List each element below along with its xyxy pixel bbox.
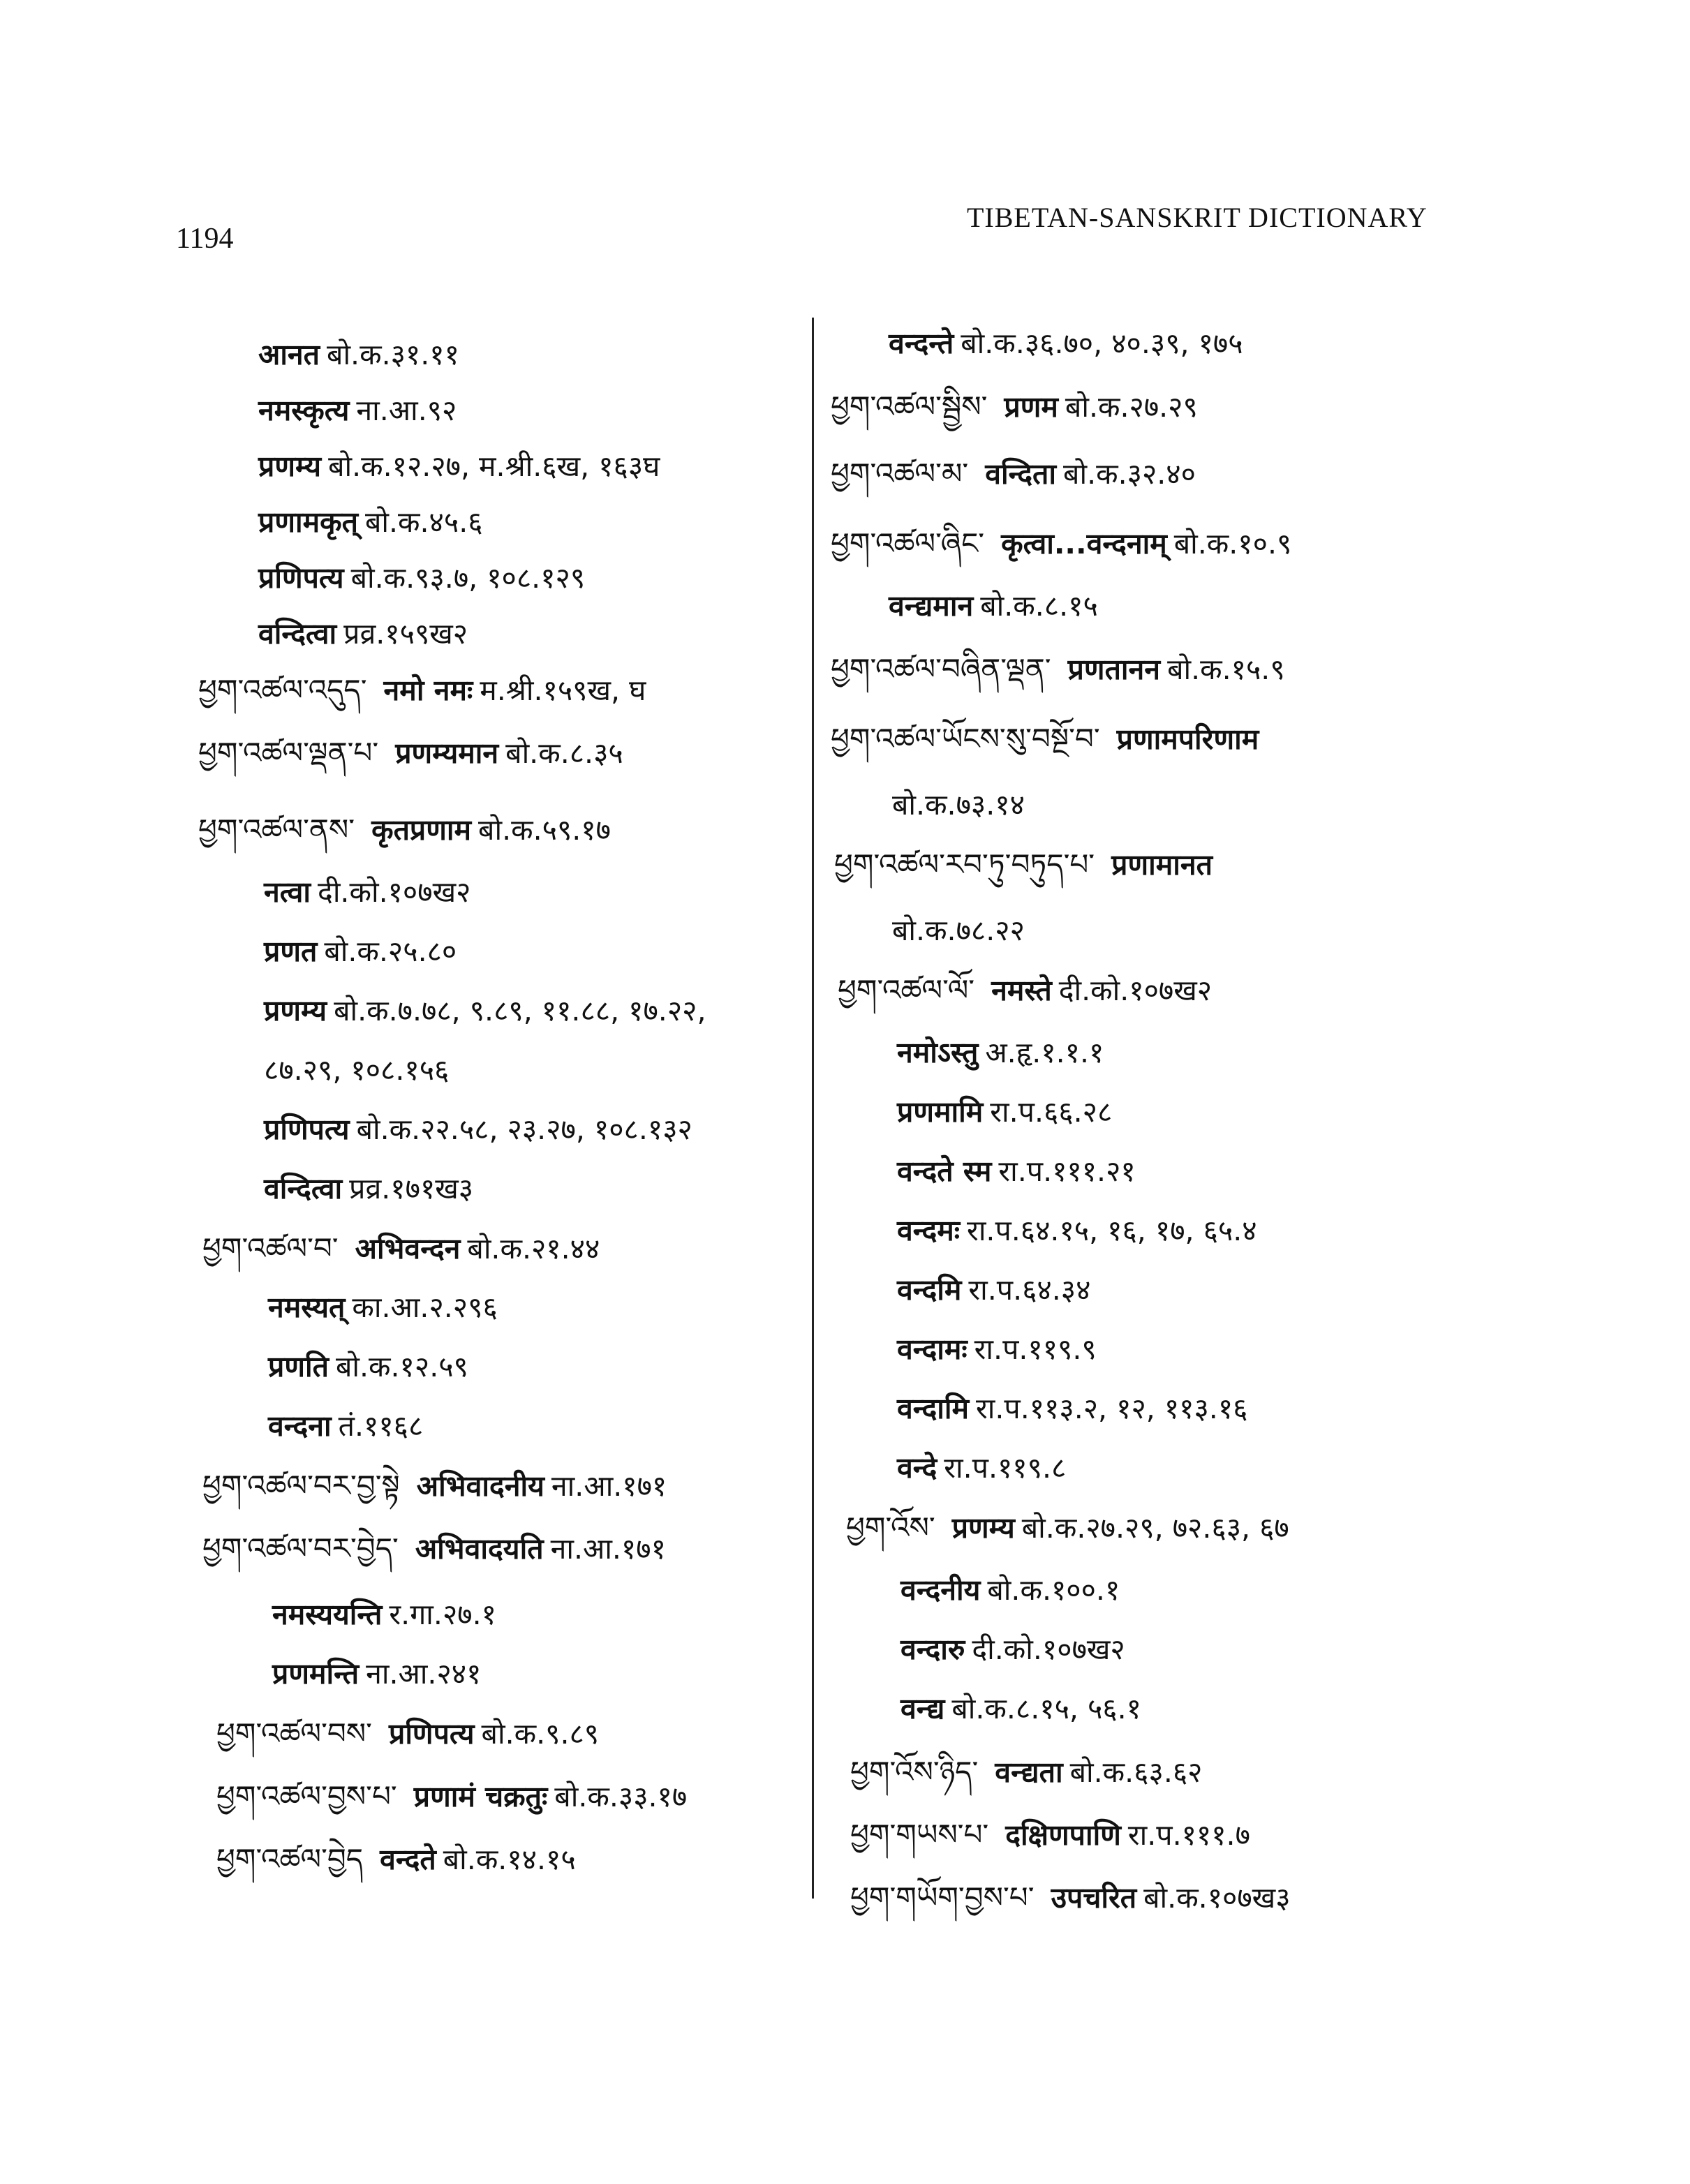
- right-column-entry: [850, 1820, 1250, 1850]
- reference: बो.क.७३.१४: [892, 788, 1025, 822]
- sanskrit-term: अभिवादयति: [415, 1532, 544, 1566]
- right-column-entry: [831, 526, 1292, 560]
- reference: रा.प.६६.२८: [990, 1095, 1113, 1129]
- sanskrit-term: प्रणामपरिणाम: [1116, 722, 1259, 756]
- reference: बो.क.३१.११: [327, 338, 459, 371]
- reference: रा.प.१११.२१: [998, 1154, 1136, 1188]
- reference: अ.हृ.१.१.१: [985, 1036, 1104, 1069]
- reference: प्रव्र.१७१ख३: [349, 1172, 474, 1205]
- reference: ना.आ.१७१: [550, 1532, 666, 1566]
- left-column-entry: [202, 1231, 600, 1265]
- right-column-entry: [846, 1510, 1289, 1545]
- running-head: TIBETAN-SANSKRIT DICTIONARY: [967, 202, 1428, 233]
- right-column-entry: [897, 1214, 1257, 1247]
- reference: बो.क.६३.६२: [1069, 1755, 1203, 1789]
- sanskrit-term: वन्दमि: [897, 1273, 962, 1307]
- sanskrit-term: आनत: [258, 338, 320, 371]
- sanskrit-term: नमोऽस्तु: [897, 1036, 979, 1069]
- left-column-entry: [198, 673, 646, 707]
- left-column-entry: [272, 1600, 496, 1629]
- sanskrit-term: वन्द्य: [900, 1692, 945, 1725]
- right-column-entry: [892, 916, 1025, 945]
- tibetan-term: ཕྱག་འོས་: [846, 1510, 935, 1545]
- reference: ना.आ.२४१: [366, 1657, 482, 1691]
- reference: बो.क.२७.२९: [1065, 390, 1198, 424]
- right-column-entry: [900, 1692, 1141, 1725]
- reference: बो.क.१२.५९: [335, 1350, 468, 1383]
- reference: बो.क.१०.९: [1173, 527, 1292, 560]
- tibetan-term: ཕྱག་འཚལ་བར་བྱེད་: [202, 1531, 399, 1566]
- tibetan-term: ཕྱག་འཚལ་བར་བྱ་སྟེ: [202, 1469, 400, 1503]
- reference: बो.क.२१.४४: [467, 1232, 600, 1265]
- sanskrit-term: कृतप्रणाम: [371, 813, 472, 847]
- sanskrit-term: वन्दामि: [897, 1392, 969, 1425]
- reference: बो.क.१०७ख३: [1143, 1881, 1291, 1915]
- tibetan-term: ཕྱག་གཡོག་བྱས་པ་: [850, 1880, 1035, 1915]
- reference: बो.क.५९.१७: [478, 813, 611, 847]
- left-column-entry: [216, 1779, 688, 1813]
- tibetan-term: ཕྱག་འཚལ་ལོ་: [838, 973, 975, 1007]
- page-number: 1194: [176, 223, 234, 255]
- right-column-entry: [831, 652, 1285, 686]
- sanskrit-term: प्रणमामि: [897, 1095, 984, 1129]
- sanskrit-term: प्रणिपत्य: [258, 561, 344, 595]
- reference: प्रव्र.१५९ख२: [343, 617, 468, 651]
- right-column-entry: [897, 1273, 1091, 1307]
- tibetan-term: ཕྱག་འཚལ་ནས་: [198, 812, 355, 847]
- tibetan-term: ཕྱག་འཚལ་ཡོངས་སུ་བསྔོ་བ་: [831, 722, 1100, 756]
- reference: का.आ.२.२९६: [352, 1291, 498, 1324]
- right-column-entry: [897, 1392, 1248, 1425]
- right-column-entry: [831, 389, 1198, 424]
- tibetan-term: ཕྱག་འཚལ་མ་: [831, 456, 969, 491]
- sanskrit-term: अभिवादनीय: [416, 1469, 544, 1503]
- reference: बो.क.७८.२२: [892, 914, 1025, 947]
- sanskrit-term: वन्दे: [897, 1451, 937, 1485]
- left-column-entry: [268, 1293, 498, 1322]
- reference: बो.क.२५.८०: [324, 935, 457, 968]
- sanskrit-term: वन्दिता: [985, 457, 1057, 491]
- tibetan-term: ཕྱག་འཚལ་འདུད་: [198, 673, 367, 707]
- reference: बो.क.७.७८, ९.८९, ११.८८, १७.२२,: [334, 994, 706, 1027]
- sanskrit-term: नमस्कृत्य: [258, 394, 350, 427]
- sanskrit-term: कृत्वा...वन्दनाम्: [1001, 527, 1167, 560]
- sanskrit-term: प्रणिपत्य: [264, 1113, 350, 1146]
- sanskrit-term: प्रणम्य: [951, 1511, 1015, 1545]
- reference: रा.प.११३.२, १२, ११३.१६: [976, 1392, 1248, 1425]
- sanskrit-term: वन्दते स्म: [897, 1154, 992, 1188]
- reference: र.गा.२७.१: [389, 1598, 496, 1631]
- reference: म.श्री.१५९ख, घ: [480, 674, 646, 707]
- sanskrit-term: प्रणति: [268, 1350, 329, 1383]
- sanskrit-term: प्रणम्यमान: [395, 736, 499, 770]
- sanskrit-term: अभिवन्दन: [355, 1232, 461, 1265]
- tibetan-term: ཕྱག་འཚལ་སྦྱིས་: [831, 389, 988, 424]
- reference: ना.आ.९२: [356, 394, 457, 427]
- sanskrit-term: वन्दमः: [897, 1214, 961, 1247]
- sanskrit-term: वन्दामः: [897, 1332, 968, 1366]
- sanskrit-term: प्रणम्य: [258, 450, 322, 483]
- reference: बो.क.१५.९: [1167, 653, 1285, 686]
- sanskrit-term: प्रणिपत्य: [388, 1717, 475, 1751]
- sanskrit-term: प्रणम: [1004, 390, 1058, 424]
- reference: रा.प.६४.१५, १६, १७, ६५.४: [967, 1214, 1257, 1247]
- reference: बो.क.८.३५: [505, 736, 623, 770]
- reference: रा.प.११९.८: [944, 1451, 1067, 1485]
- reference: बो.क.४५.६: [364, 505, 483, 539]
- right-column-entry: [889, 589, 1098, 623]
- right-column-entry: [897, 1451, 1067, 1485]
- reference: बो.क.१२.२७, म.श्री.६ख, १६३घ: [328, 450, 660, 483]
- sanskrit-term: प्रणत: [264, 935, 318, 968]
- left-column-entry: [258, 561, 586, 595]
- right-column-entry: [900, 1573, 1120, 1607]
- right-column-entry: [897, 1036, 1104, 1069]
- left-column-entry: [258, 452, 660, 481]
- reference: रा.प.११९.९: [974, 1332, 1097, 1366]
- sanskrit-term: वन्दन्ते: [889, 327, 954, 360]
- tibetan-term: ཕྱག་འཚལ་བྱེད: [216, 1842, 364, 1876]
- sanskrit-term: वन्दते: [380, 1843, 436, 1876]
- reference: बो.क.८.१५, ५६.१: [951, 1692, 1141, 1725]
- left-column-entry: [258, 396, 457, 425]
- right-column-entry: [889, 329, 1243, 358]
- sanskrit-term: प्रणम्य: [264, 994, 327, 1027]
- tibetan-term: ཕྱག་འཚལ་བས་: [216, 1716, 372, 1751]
- tibetan-term: ཕྱག་འཚལ་བ་: [202, 1231, 339, 1265]
- reference: दी.को.१०७ख२: [1058, 974, 1213, 1007]
- tibetan-term: ཕྱག་འཚལ་བཞིན་ལྡན་: [831, 652, 1051, 686]
- sanskrit-term: प्रणतानन: [1067, 653, 1161, 686]
- right-column-entry: [831, 456, 1196, 491]
- sanskrit-term: वन्दारु: [900, 1633, 965, 1666]
- right-column-entry: [897, 1332, 1097, 1366]
- right-column-entry: [850, 1880, 1291, 1915]
- reference: बो.क.२७.२९, ७२.६३, ६७: [1021, 1511, 1289, 1545]
- left-column-entry: [272, 1657, 482, 1691]
- left-column-entry: [264, 875, 471, 909]
- left-column-entry: [264, 937, 457, 966]
- left-column-entry: [202, 1471, 667, 1501]
- reference: ना.आ.१७१: [551, 1469, 667, 1503]
- left-column-entry: [264, 1115, 692, 1144]
- reference: दी.को.१०७ख२: [318, 875, 471, 909]
- left-column-entry: [258, 505, 483, 539]
- right-column-entry: [892, 788, 1025, 822]
- reference: बो.क.१००.१: [987, 1573, 1120, 1607]
- right-column-entry: [900, 1635, 1125, 1664]
- reference: ८७.२९, १०८.१५६: [264, 1053, 450, 1087]
- tibetan-term: ཕྱག་གཡས་པ་: [850, 1818, 989, 1852]
- reference: दी.को.१०७ख२: [972, 1633, 1125, 1666]
- tibetan-term: ཕྱག་འཚལ་ལྡན་པ་: [198, 736, 379, 770]
- sanskrit-term: नमस्ययन्ति: [272, 1598, 383, 1631]
- sanskrit-term: नमो नमः: [383, 674, 473, 707]
- tibetan-term: ཕྱག་འཚལ་ཞིང་: [831, 526, 985, 560]
- right-column-entry: [831, 722, 1266, 756]
- sanskrit-term: वन्द्यमान: [889, 589, 974, 623]
- sanskrit-term: उपचरित: [1051, 1881, 1137, 1915]
- sanskrit-term: नमस्ते: [991, 974, 1052, 1007]
- left-column-entry: [216, 1842, 576, 1876]
- column-divider: [812, 318, 814, 1899]
- left-column-entry: [268, 1350, 468, 1383]
- reference: बो.क.८.१५: [980, 589, 1098, 623]
- left-column-entry: [264, 994, 706, 1027]
- left-column-entry: [258, 338, 459, 371]
- left-column-entry: [216, 1716, 600, 1751]
- left-column-entry: [264, 1172, 474, 1205]
- tibetan-term: ཕྱག་འཚལ་བྱས་པ་: [216, 1779, 397, 1813]
- sanskrit-term: नमस्यत्: [268, 1291, 346, 1324]
- sanskrit-term: प्रणामानत: [1111, 848, 1213, 882]
- reference: बो.क.३३.१७: [554, 1780, 688, 1813]
- right-column-entry: [850, 1755, 1203, 1789]
- sanskrit-term: वन्दनीय: [900, 1573, 981, 1607]
- reference: रा.प.१११.७: [1127, 1818, 1250, 1852]
- left-column-entry: [198, 738, 623, 768]
- tibetan-term: ཕྱག་འཚལ་རབ་ཏུ་བཏུད་པ་: [834, 847, 1095, 882]
- sanskrit-term: दक्षिणपाणि: [1005, 1818, 1121, 1852]
- right-column-entry: [838, 973, 1213, 1007]
- sanskrit-term: वन्दित्वा: [258, 617, 337, 651]
- left-column-entry: [198, 812, 611, 847]
- tibetan-term: ཕྱག་འོས་ཉིད་: [850, 1755, 979, 1789]
- left-column-entry: [268, 1409, 424, 1443]
- left-column-entry: [202, 1531, 666, 1566]
- reference: बो.क.३२.४०: [1063, 457, 1196, 491]
- reference: बो.क.३६.७०, ४०.३९, १७५: [961, 327, 1243, 360]
- sanskrit-term: प्रणमन्ति: [272, 1657, 360, 1691]
- sanskrit-term: वन्दना: [268, 1409, 332, 1443]
- left-column-entry: [264, 1053, 450, 1087]
- sanskrit-term: प्रणामं चक्रतुः: [413, 1780, 548, 1813]
- reference: बो.क.२२.५८, २३.२७, १०८.१३२: [356, 1113, 692, 1146]
- reference: बो.क.९३.७, १०८.१२९: [350, 561, 586, 595]
- sanskrit-term: वन्दित्वा: [264, 1172, 343, 1205]
- reference: बो.क.१४.१५: [443, 1843, 576, 1876]
- sanskrit-term: प्रणामकृत्: [258, 505, 358, 539]
- right-column-entry: [897, 1095, 1113, 1129]
- reference: रा.प.६४.३४: [968, 1273, 1091, 1307]
- reference: बो.क.९.८९: [481, 1717, 600, 1751]
- sanskrit-term: वन्द्यता: [995, 1755, 1063, 1789]
- reference: तं.११६८: [338, 1409, 424, 1443]
- right-column-entry: [834, 847, 1220, 882]
- left-column-entry: [258, 617, 468, 651]
- sanskrit-term: नत्वा: [264, 875, 311, 909]
- right-column-entry: [897, 1154, 1136, 1188]
